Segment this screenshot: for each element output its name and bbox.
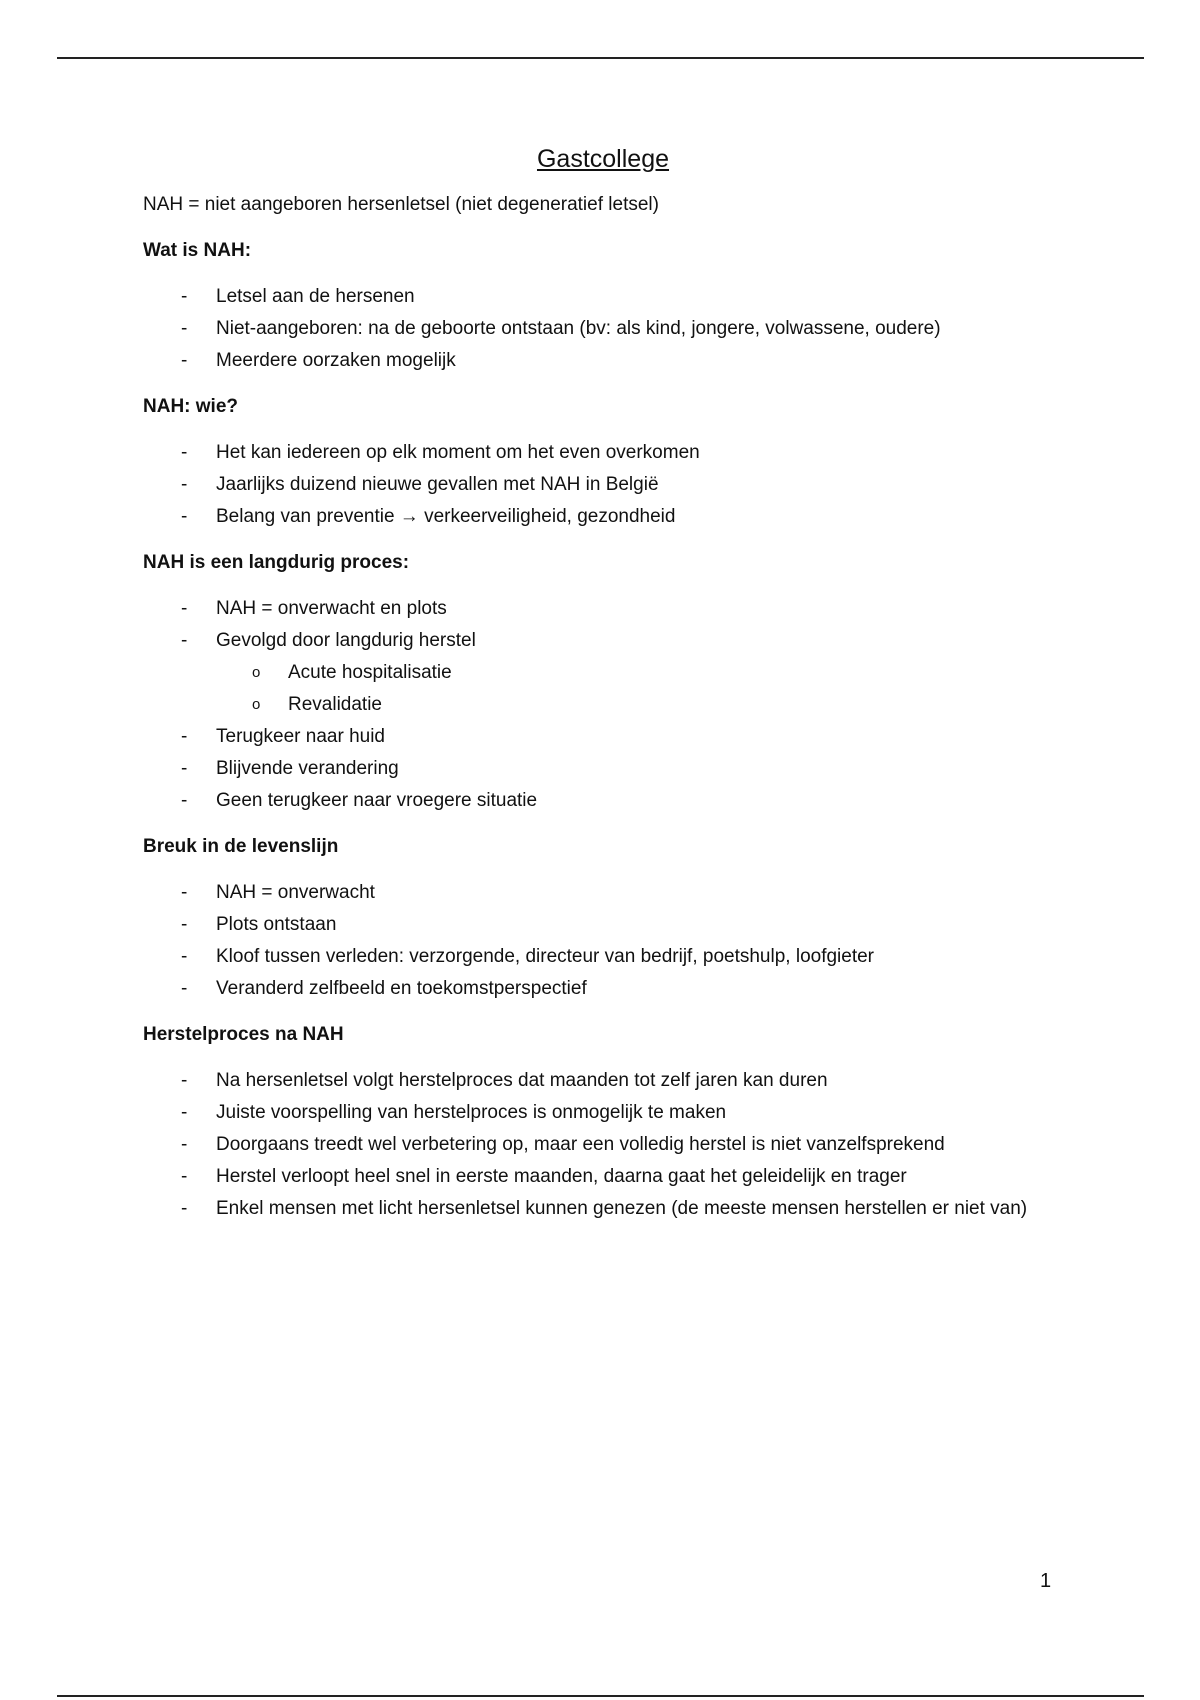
bottom-rule [57,1695,1144,1697]
section-list-wat-is-nah [143,281,1063,377]
sub-list-item: o Acute hospitalisatie [216,657,1063,689]
section-heading-nah-wie: NAH: wie? [143,396,238,417]
list-item: - Herstel verloopt heel snel in eerste maanden, daarna gaat het geleidelijk en trager [143,1161,1063,1193]
document-title: Gastcollege [536,145,670,173]
list-item: - Belang van preventie → verkeerveiligheid, gezondheid [143,501,1063,533]
bullet-dash: - [181,1102,188,1123]
document-body [143,143,1063,1239]
bullet-dash: - [181,474,188,495]
list-item: - NAH = onverwacht [143,877,1063,909]
list-item: - Juiste voorspelling van herstelproces is onmogelijk te maken [143,1097,1063,1129]
bullet-circle: o [252,696,261,713]
bullet-dash: - [181,758,188,779]
bullet-dash: - [181,1134,188,1155]
sub-list-item: o Revalidatie [216,689,1063,721]
section-list-nah-wie [143,437,1063,533]
section-list-langdurig-proces [143,593,1063,817]
list-item: - NAH = onverwacht en plots [143,593,1063,625]
bullet-circle: o [252,664,261,681]
bullet-dash: - [181,350,188,371]
bullet-dash: - [181,630,188,651]
list-item: - Veranderd zelfbeeld en toekomstperspectief [143,973,1063,1005]
section-list-breuk-levenslijn [143,877,1063,1005]
bullet-dash: - [181,598,188,619]
bullet-dash: - [181,726,188,747]
bullet-dash: - [181,318,188,339]
bullet-dash: - [181,1070,188,1091]
bullet-dash: - [181,790,188,811]
intro-definition: NAH = niet aangeboren hersenletsel (niet degeneratief letsel) [143,194,659,215]
page-number: 1 [1040,1570,1052,1592]
bullet-dash: - [181,882,188,903]
section-heading-herstelproces: Herstelproces na NAH [143,1024,344,1045]
section-heading-langdurig-proces: NAH is een langdurig proces: [143,552,410,573]
list-item: - Gevolgd door langdurig herstel o Acute hospitalisatie o Revalidatie [143,625,1063,721]
bullet-dash: - [181,1198,188,1219]
list-item: - Letsel aan de hersenen [143,281,1063,313]
section-list-herstelproces [143,1065,1063,1225]
list-item: - Doorgaans treedt wel verbetering op, maar een volledig herstel is niet vanzelfsprekend [143,1129,1063,1161]
list-item: - Het kan iedereen op elk moment om het even overkomen [143,437,1063,469]
sub-list [216,657,1063,721]
list-item: - Enkel mensen met licht hersenletsel kunnen genezen (de meeste mensen herstellen er niet van) [143,1193,1063,1225]
list-item: - Geen terugkeer naar vroegere situatie [143,785,1063,817]
list-item: - Jaarlijks duizend nieuwe gevallen met NAH in België [143,469,1063,501]
list-item: - Blijvende verandering [143,753,1063,785]
bullet-dash: - [181,946,188,967]
bullet-dash: - [181,442,188,463]
list-item: - Meerdere oorzaken mogelijk [143,345,1063,377]
section-heading-breuk-levenslijn: Breuk in de levenslijn [143,836,339,857]
list-item: - Plots ontstaan [143,909,1063,941]
bullet-dash: - [181,286,188,307]
list-item: - Niet-aangeboren: na de geboorte ontstaan (bv: als kind, jongere, volwassene, oudere) [143,313,1063,345]
list-item: - Na hersenletsel volgt herstelproces dat maanden tot zelf jaren kan duren [143,1065,1063,1097]
top-rule [57,57,1144,59]
bullet-dash: - [181,506,188,527]
list-item: - Terugkeer naar huid [143,721,1063,753]
list-item: - Kloof tussen verleden: verzorgende, directeur van bedrijf, poetshulp, loofgieter [143,941,1063,973]
section-heading-wat-is-nah: Wat is NAH: [143,240,252,261]
bullet-dash: - [181,914,188,935]
bullet-dash: - [181,1166,188,1187]
bullet-dash: - [181,978,188,999]
